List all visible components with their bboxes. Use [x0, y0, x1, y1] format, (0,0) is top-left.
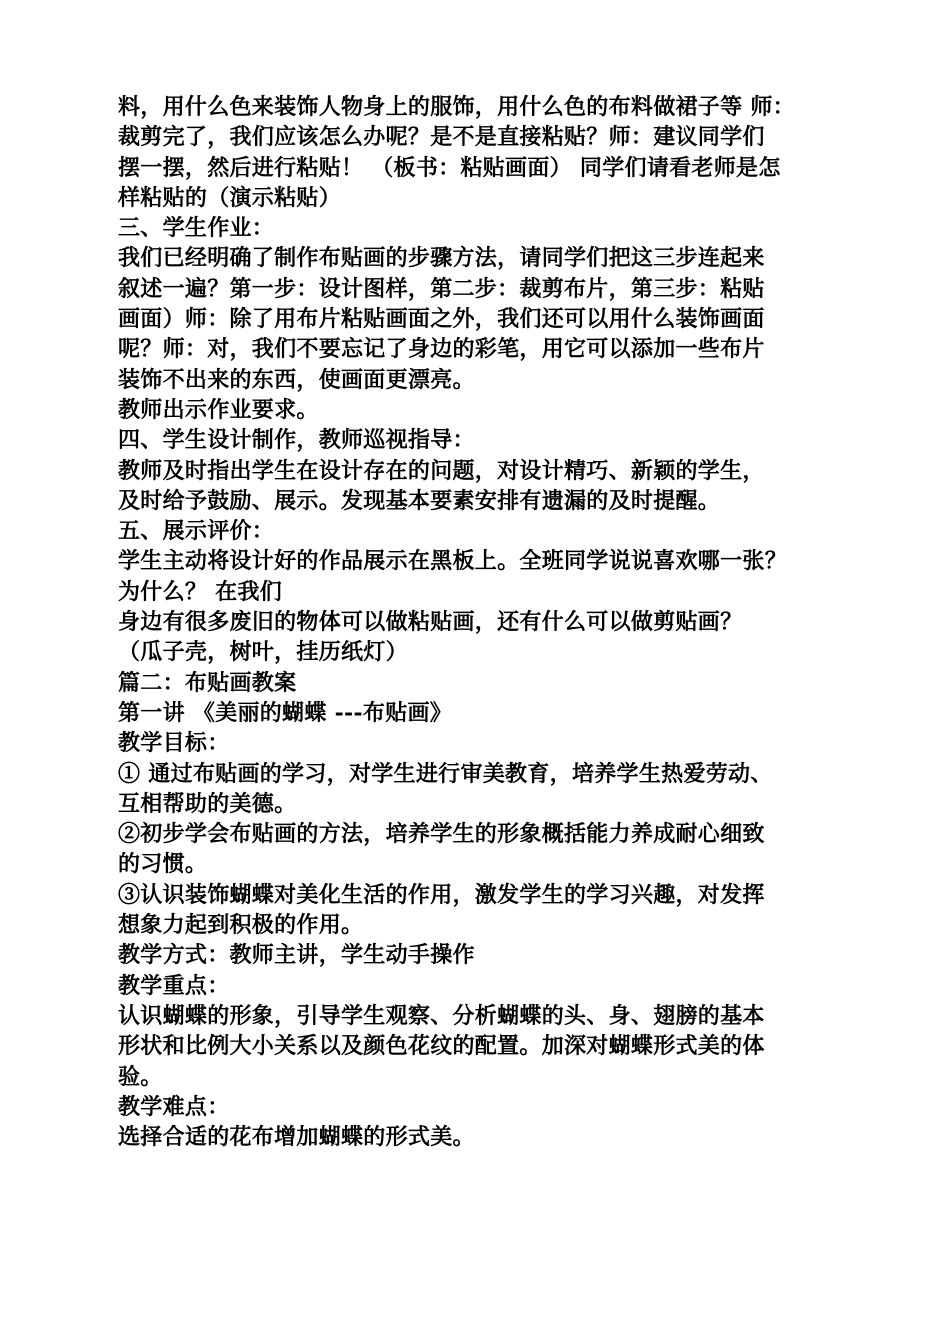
text-line: 认识蝴蝶的形象，引导学生观察、分析蝴蝶的头、身、翅膀的基本 — [118, 1002, 765, 1029]
text-line: 摆一摆，然后进行粘贴！ （板书：粘贴画面） 同学们请看老师是怎 — [118, 154, 781, 181]
text-line: 身边有很多废旧的物体可以做粘贴画，还有什么可以做剪贴画？ — [118, 609, 743, 636]
text-line: 想象力起到积极的作用。 — [118, 912, 364, 939]
chapter-heading: 篇二：布贴画教案 — [118, 669, 297, 696]
text-line: 教师及时指出学生在设计存在的问题，对设计精巧、新颖的学生， — [118, 457, 765, 484]
section-heading: 教学重点： — [118, 972, 230, 999]
text-line: 学生主动将设计好的作品展示在黑板上。全班同学说说喜欢哪一张？ — [118, 548, 788, 575]
text-line: 互相帮助的美德。 — [118, 790, 297, 817]
text-line: 教师出示作业要求。 — [118, 396, 319, 423]
section-heading: 教学目标： — [118, 730, 230, 757]
section-heading: 三、学生作业： — [118, 215, 275, 242]
text-line: 我们已经明确了制作布贴画的步骤方法，请同学们把这三步连起来 — [118, 245, 765, 272]
text-line: 样粘贴的（演示粘贴） — [118, 184, 342, 211]
text-line: ① 通过布贴画的学习，对学生进行审美教育，培养学生热爱劳动、 — [118, 760, 773, 787]
text-line: 裁剪完了，我们应该怎么办呢？是不是直接粘贴？师：建议同学们 — [118, 124, 765, 151]
text-line: （瓜子壳，树叶，挂历纸灯） — [118, 639, 408, 666]
text-line: 的习惯。 — [118, 851, 208, 878]
text-line: 教学方式：教师主讲，学生动手操作 — [118, 942, 475, 969]
section-heading: 五、展示评价： — [118, 518, 275, 545]
text-line: 画面）师：除了用布片粘贴画面之外，我们还可以用什么装饰画面 — [118, 306, 765, 333]
text-line: 选择合适的花布增加蝴蝶的形式美。 — [118, 1124, 475, 1151]
text-line: 形状和比例大小关系以及颜色花纹的配置。加深对蝴蝶形式美的体 — [118, 1033, 765, 1060]
text-line: 及时给予鼓励、展示。发现基本要素安排有遗漏的及时提醒。 — [118, 487, 721, 514]
section-heading: 教学难点： — [118, 1093, 230, 1120]
text-line: 验。 — [118, 1063, 163, 1090]
text-line: 装饰不出来的东西，使画面更漂亮。 — [118, 366, 475, 393]
text-line: 叙述一遍？第一步：设计图样，第二步：裁剪布片，第三步：粘贴 — [118, 275, 765, 302]
text-line: 料，用什么色来装饰人物身上的服饰，用什么色的布料做裙子等 师： — [118, 94, 795, 120]
document-body — [118, 92, 858, 1152]
text-line: ③认识装饰蝴蝶对美化生活的作用，激发学生的学习兴趣，对发挥 — [118, 881, 765, 908]
section-heading: 四、学生设计制作，教师巡视指导： — [118, 427, 475, 454]
lecture-title: 第一讲 《美丽的蝴蝶 ---布贴画》 — [118, 699, 453, 726]
text-line: 为什么？ 在我们 — [118, 578, 283, 605]
text-line: ②初步学会布贴画的方法，培养学生的形象概括能力养成耐心细致 — [118, 821, 765, 848]
text-line: 呢？师：对，我们不要忘记了身边的彩笔，用它可以添加一些布片 — [118, 336, 765, 363]
